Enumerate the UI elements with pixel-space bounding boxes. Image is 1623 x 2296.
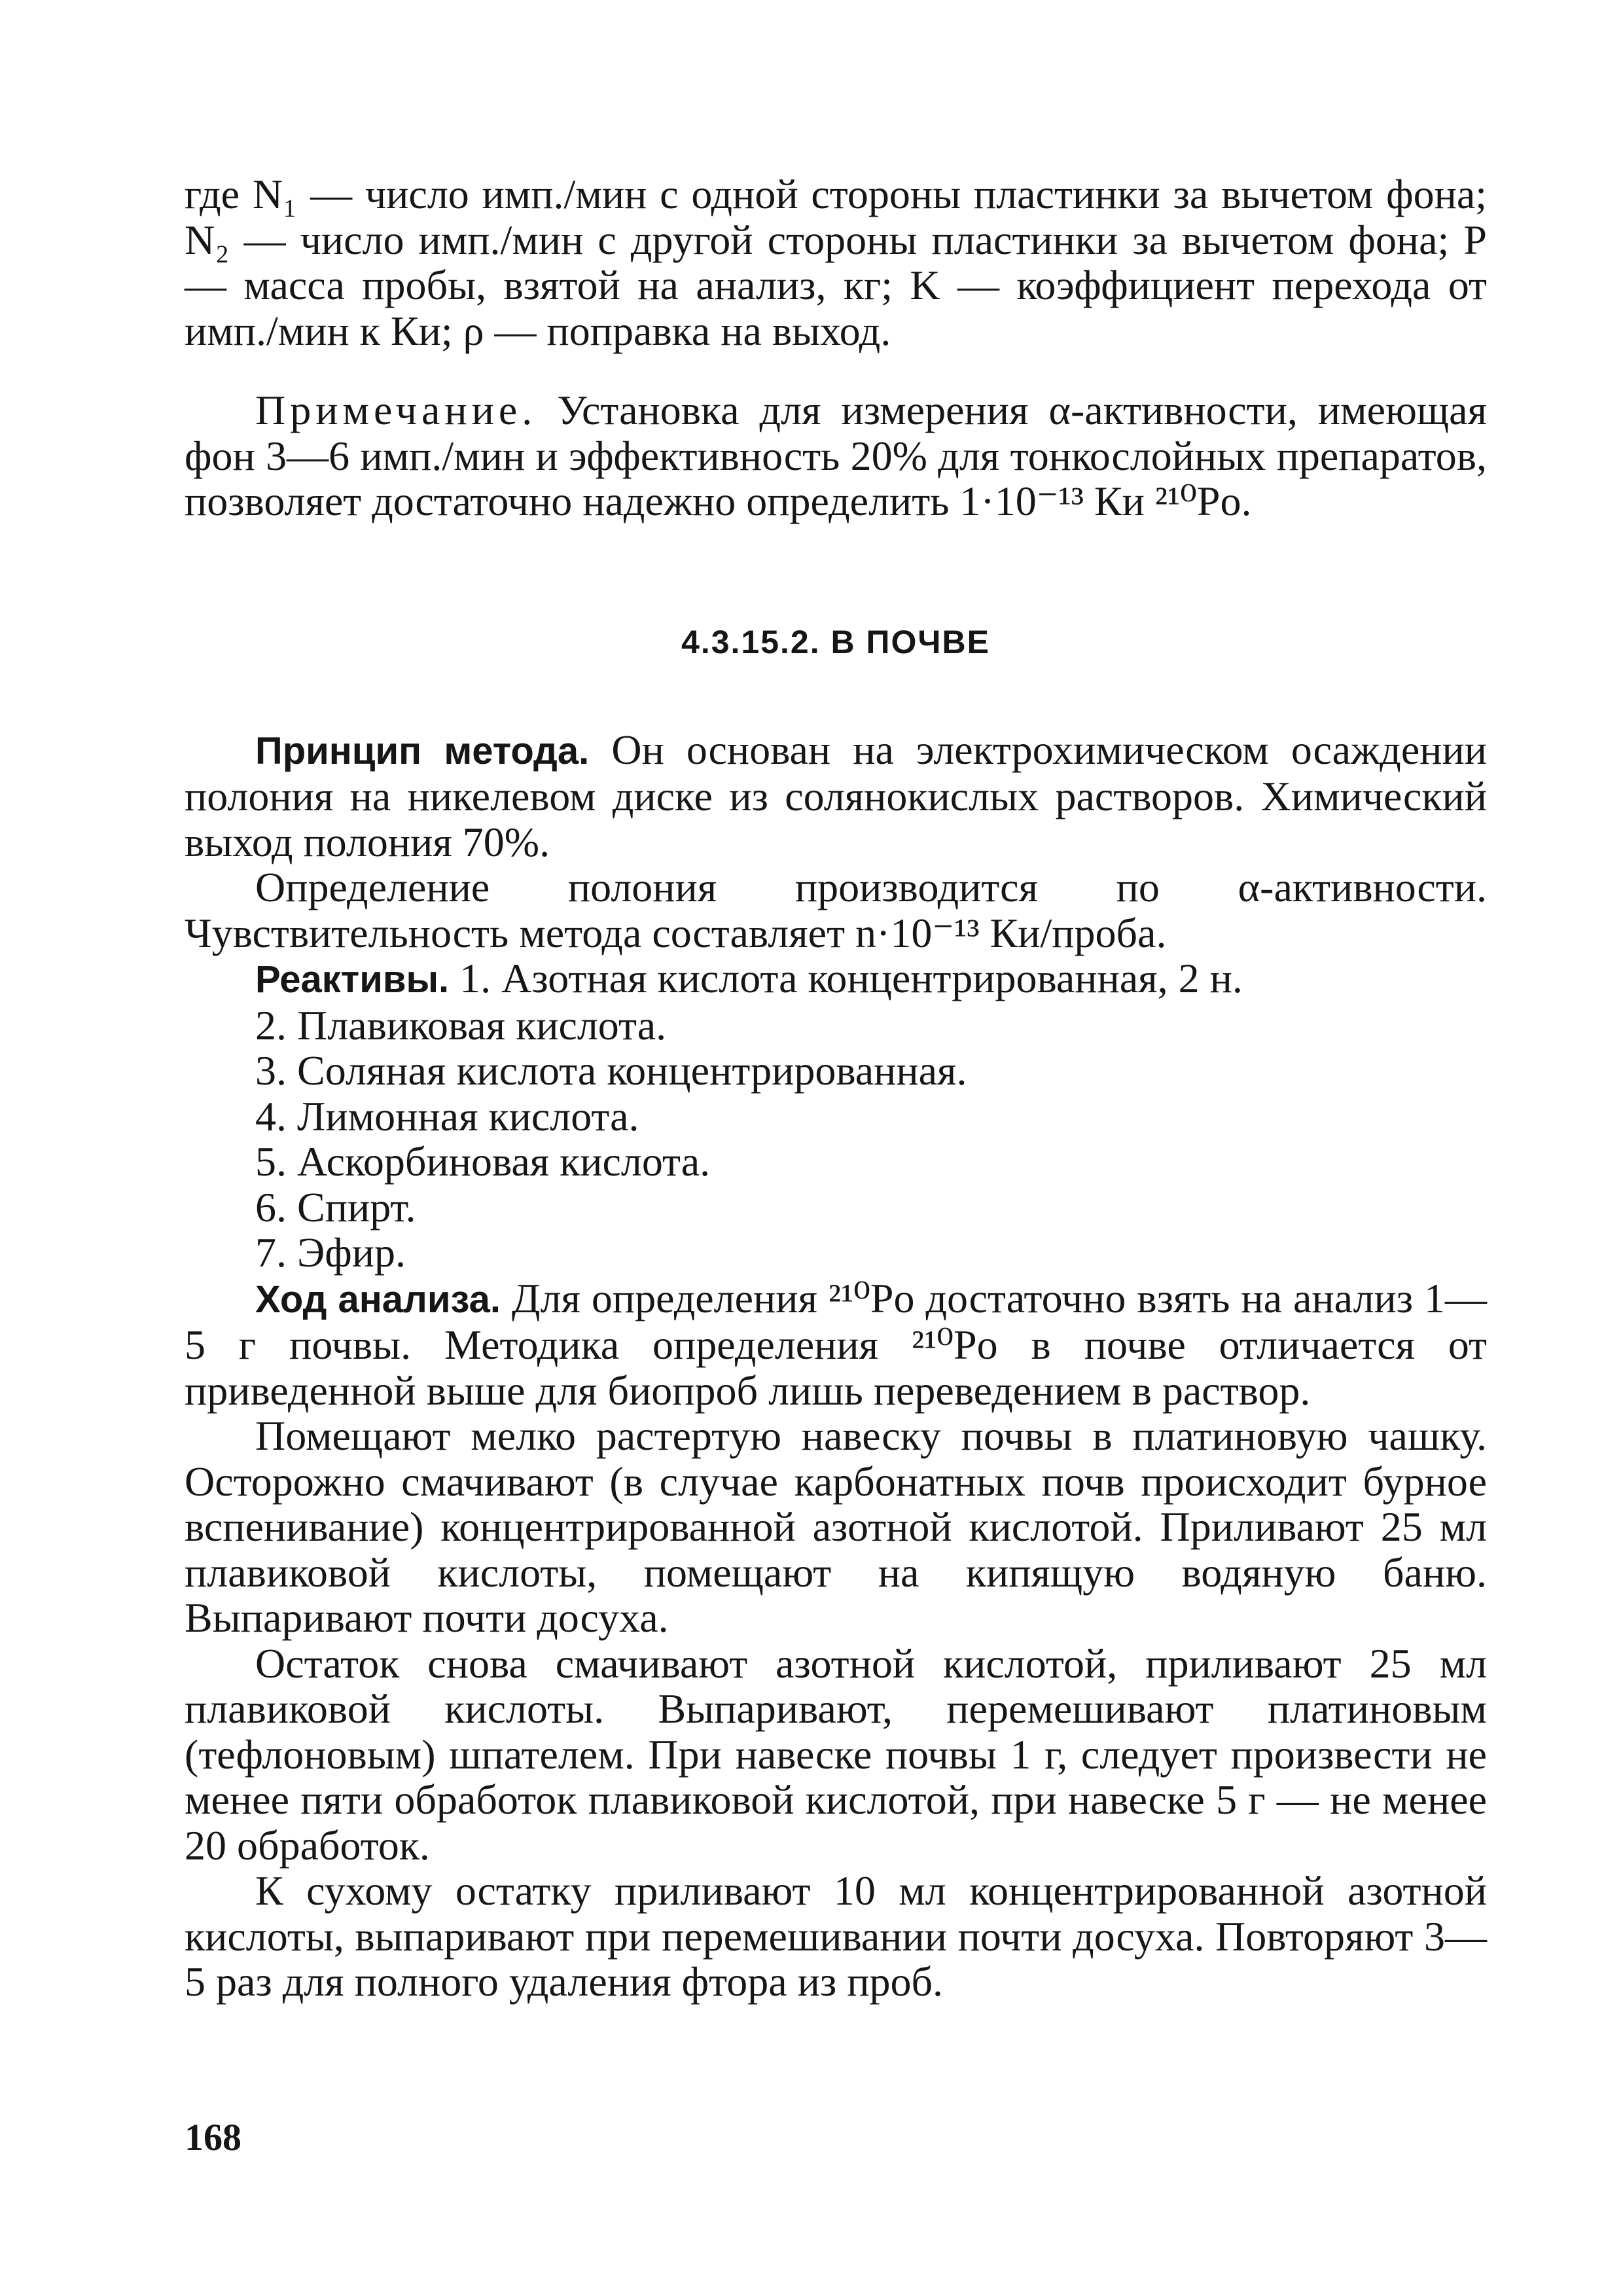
reagent-item-3: 3. Соляная кислота концентрированная. bbox=[255, 1047, 967, 1094]
reagent-item-1: 1. Азотная кислота концентрированная, 2 н. bbox=[459, 955, 1243, 1001]
page-body bbox=[185, 171, 1487, 2005]
reagents-label: Реактивы. bbox=[255, 958, 450, 1001]
reagent-item-2: 2. Плавиковая кислота. bbox=[255, 1001, 667, 1049]
principle-text: Он основан на электрохимическом осаждении полония на никелевом диске из солянокислых растворов. Химический выход полония 70%. bbox=[185, 726, 1488, 865]
section-title: 4.3.15.2. В ПОЧВЕ bbox=[681, 623, 990, 660]
principle-paragraph bbox=[185, 727, 1487, 865]
analysis-paragraph bbox=[185, 1276, 1487, 1414]
note-paragraph bbox=[185, 387, 1487, 524]
reagent-item-4: 4. Лимонная кислота. bbox=[255, 1092, 639, 1139]
note-text: Установка для измерения α-активности, имеющая фон 3—6 имп./мин и эффективность 20% для тонкослойных препаратов, позволяет достаточно надежно определить 1·10⁻¹³ Ки ²¹⁰Po. bbox=[185, 387, 1488, 524]
sensitivity-paragraph: Определение полония производится по α-активности. Чувствительность метода составляет n·10⁻¹³ Ки/проба. bbox=[185, 864, 1487, 956]
procedure-paragraph-2: Остаток снова смачивают азотной кислотой, приливают 25 мл плавиковой кислоты. Выпаривают, перемешивают платиновым (тефлоновым) шпателем. При навеске почвы 1 г, следует произвести не менее пяти обработок плавиковой кислотой, при навеске 5 г — не менее 20 обработок. bbox=[185, 1640, 1487, 1869]
procedure-paragraph-1: Помещают мелко растертую навеску почвы в платиновую чашку. Осторожно смачивают (в случае карбонатных почв происходит бурное вспенивание) концентрированной азотной кислотой. Приливают 25 мл плавиковой кислоты, помещают на кипящую водяную баню. Выпаривают почти досуха. bbox=[185, 1412, 1487, 1641]
analysis-label: Ход анализа. bbox=[255, 1278, 501, 1321]
reagents-list bbox=[185, 1003, 1487, 1276]
reagent-item-5: 5. Аскорбиновая кислота. bbox=[255, 1138, 711, 1185]
principle-label: Принцип метода. bbox=[255, 729, 590, 772]
intro-paragraph: где N₁ — число имп./мин с одной стороны пластинки за вычетом фона; N₂ — число имп./мин с другой стороны пластинки за вычетом фона; P — масса пробы, взятой на анализ, кг; K — коэффициент перехода от имп./мин к Ки; ρ — поправка на выход. bbox=[185, 171, 1487, 354]
reagents-paragraph bbox=[185, 956, 1487, 1003]
procedure-paragraph-3: К сухому остатку приливают 10 мл концентрированной азотной кислоты, выпаривают при перемешивании почти досуха. Повторяют 3—5 раз для полного удаления фтора из проб. bbox=[185, 1867, 1487, 2005]
page-number: 168 bbox=[185, 2116, 241, 2159]
reagent-item-6: 6. Спирт. bbox=[255, 1183, 416, 1230]
analysis-text: Для определения ²¹⁰Po достаточно взять на анализ 1—5 г почвы. Методика определения ²¹⁰Po в почве отличается от приведенной выше для биопроб лишь переведением в раствор. bbox=[185, 1274, 1488, 1414]
reagent-item-7: 7. Эфир. bbox=[255, 1229, 406, 1276]
note-label: Примечание. bbox=[255, 387, 537, 433]
